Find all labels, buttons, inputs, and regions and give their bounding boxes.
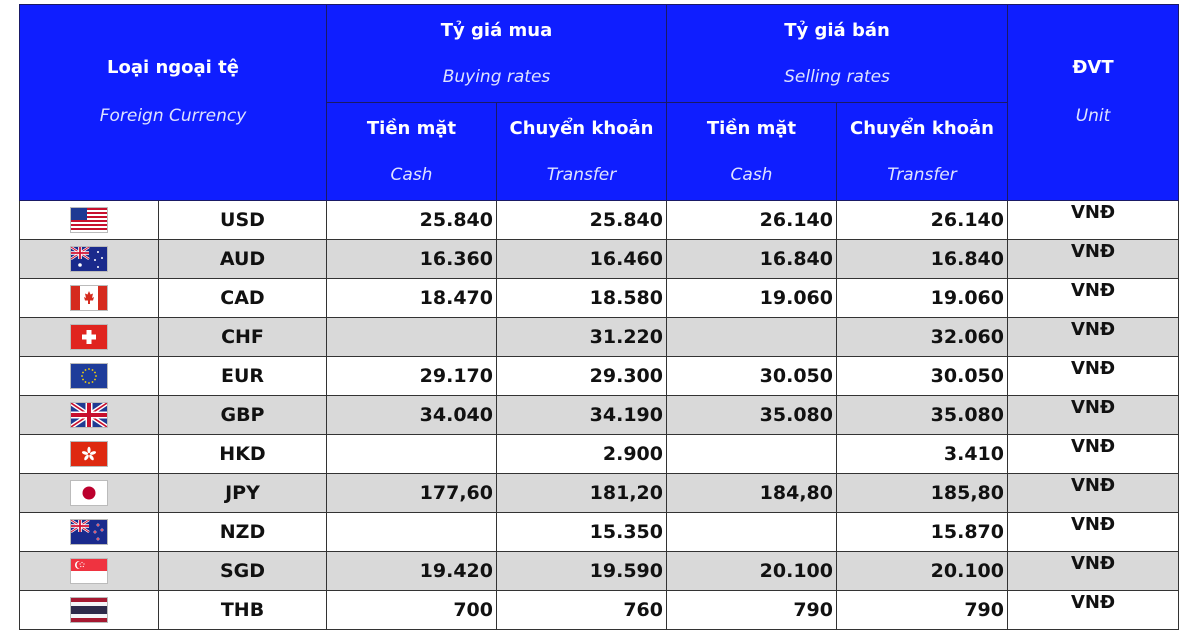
buy-cash-header-en: Cash — [390, 164, 433, 185]
sell-transfer-value: 20.100 — [837, 552, 1008, 591]
hk-flag-icon — [71, 442, 107, 466]
unit-value: VNĐ — [1008, 279, 1179, 318]
currency-header-vi: Loại ngoại tệ — [107, 56, 239, 78]
buy-transfer-header-vi: Chuyển khoản — [509, 117, 654, 139]
jp-flag-icon — [71, 481, 107, 505]
buying-header-en: Buying rates — [442, 66, 551, 87]
flag-cell — [20, 474, 159, 513]
table-row — [20, 201, 1179, 240]
sg-flag-icon — [71, 559, 107, 583]
buy-cash-value: 18.470 — [327, 279, 497, 318]
table-row — [20, 474, 1179, 513]
sell-transfer-header — [837, 103, 1008, 201]
gb-flag-icon — [71, 403, 107, 427]
buy-transfer-value: 25.840 — [497, 201, 667, 240]
buying-header-vi: Tỷ giá mua — [440, 19, 553, 41]
ch-flag-icon — [71, 325, 107, 349]
unit-value: VNĐ — [1008, 240, 1179, 279]
selling-rates-header — [667, 5, 1008, 103]
unit-value: VNĐ — [1008, 591, 1179, 630]
buy-transfer-value: 15.350 — [497, 513, 667, 552]
unit-value: VNĐ — [1008, 435, 1179, 474]
table-row — [20, 552, 1179, 591]
nz-flag-icon — [71, 520, 107, 544]
selling-header-en: Selling rates — [784, 66, 890, 87]
buying-rates-header — [327, 5, 667, 103]
currency-code: AUD — [159, 240, 327, 279]
flag-cell — [20, 552, 159, 591]
currency-code: USD — [159, 201, 327, 240]
sell-transfer-value: 15.870 — [837, 513, 1008, 552]
flag-cell — [20, 357, 159, 396]
au-flag-icon — [71, 247, 107, 271]
buy-cash-value: 700 — [327, 591, 497, 630]
sell-cash-value: 35.080 — [667, 396, 837, 435]
flag-cell — [20, 318, 159, 357]
unit-value: VNĐ — [1008, 201, 1179, 240]
unit-header-vi: ĐVT — [1072, 56, 1114, 78]
buy-transfer-value: 19.590 — [497, 552, 667, 591]
currency-code: HKD — [159, 435, 327, 474]
sell-cash-value: 790 — [667, 591, 837, 630]
flag-cell — [20, 279, 159, 318]
currency-code: THB — [159, 591, 327, 630]
sell-transfer-header-vi: Chuyển khoản — [850, 117, 994, 139]
buy-cash-value — [327, 513, 497, 552]
buy-transfer-value: 31.220 — [497, 318, 667, 357]
buy-transfer-header-en: Transfer — [546, 164, 617, 185]
buy-cash-value: 29.170 — [327, 357, 497, 396]
table-row — [20, 279, 1179, 318]
sell-cash-header-vi: Tiền mặt — [706, 117, 797, 139]
sell-cash-value: 20.100 — [667, 552, 837, 591]
buy-cash-value: 19.420 — [327, 552, 497, 591]
sell-transfer-value: 30.050 — [837, 357, 1008, 396]
buy-cash-value — [327, 435, 497, 474]
buy-transfer-value: 181,20 — [497, 474, 667, 513]
unit-value: VNĐ — [1008, 318, 1179, 357]
currency-code: NZD — [159, 513, 327, 552]
exchange-rate-sheet — [19, 4, 1178, 630]
table-row — [20, 591, 1179, 630]
currency-code: CAD — [159, 279, 327, 318]
table-row — [20, 435, 1179, 474]
sell-cash-header-en: Cash — [730, 164, 773, 185]
currency-header — [20, 5, 327, 201]
buy-transfer-value: 760 — [497, 591, 667, 630]
currency-header-en: Foreign Currency — [99, 105, 247, 126]
table-row — [20, 396, 1179, 435]
unit-value: VNĐ — [1008, 396, 1179, 435]
us-flag-icon — [71, 208, 107, 232]
sell-cash-value: 16.840 — [667, 240, 837, 279]
sell-cash-value — [667, 318, 837, 357]
selling-header-vi: Tỷ giá bán — [784, 19, 890, 41]
flag-cell — [20, 396, 159, 435]
buy-cash-header — [327, 103, 497, 201]
th-flag-icon — [71, 598, 107, 622]
buy-cash-value: 16.360 — [327, 240, 497, 279]
unit-value: VNĐ — [1008, 552, 1179, 591]
table-row — [20, 318, 1179, 357]
sell-transfer-value: 35.080 — [837, 396, 1008, 435]
buy-transfer-value: 34.190 — [497, 396, 667, 435]
sell-cash-value — [667, 435, 837, 474]
sell-transfer-value: 16.840 — [837, 240, 1008, 279]
currency-code: SGD — [159, 552, 327, 591]
unit-header — [1008, 5, 1179, 201]
table-row — [20, 240, 1179, 279]
buy-cash-value: 34.040 — [327, 396, 497, 435]
buy-transfer-value: 29.300 — [497, 357, 667, 396]
rate-rows — [20, 201, 1179, 630]
eu-flag-icon — [71, 364, 107, 388]
sell-transfer-header-en: Transfer — [887, 164, 957, 185]
flag-cell — [20, 591, 159, 630]
sell-transfer-value: 185,80 — [837, 474, 1008, 513]
sell-cash-value: 30.050 — [667, 357, 837, 396]
sell-transfer-value: 19.060 — [837, 279, 1008, 318]
sell-cash-value: 19.060 — [667, 279, 837, 318]
flag-cell — [20, 435, 159, 474]
currency-code: JPY — [159, 474, 327, 513]
exchange-rate-table — [19, 4, 1179, 630]
unit-value: VNĐ — [1008, 513, 1179, 552]
buy-transfer-value: 16.460 — [497, 240, 667, 279]
table-row — [20, 357, 1179, 396]
buy-cash-value: 177,60 — [327, 474, 497, 513]
ca-flag-icon — [71, 286, 107, 310]
buy-transfer-header — [497, 103, 667, 201]
unit-header-en: Unit — [1075, 105, 1111, 126]
buy-transfer-value: 18.580 — [497, 279, 667, 318]
sell-transfer-value: 3.410 — [837, 435, 1008, 474]
unit-value: VNĐ — [1008, 474, 1179, 513]
buy-cash-header-vi: Tiền mặt — [366, 117, 457, 139]
sell-cash-value: 26.140 — [667, 201, 837, 240]
sell-transfer-value: 32.060 — [837, 318, 1008, 357]
buy-cash-value: 25.840 — [327, 201, 497, 240]
sell-transfer-value: 26.140 — [837, 201, 1008, 240]
currency-code: CHF — [159, 318, 327, 357]
currency-code: GBP — [159, 396, 327, 435]
unit-value: VNĐ — [1008, 357, 1179, 396]
buy-transfer-value: 2.900 — [497, 435, 667, 474]
flag-cell — [20, 513, 159, 552]
flag-cell — [20, 201, 159, 240]
flag-cell — [20, 240, 159, 279]
buy-cash-value — [327, 318, 497, 357]
table-row — [20, 513, 1179, 552]
sell-transfer-value: 790 — [837, 591, 1008, 630]
currency-code: EUR — [159, 357, 327, 396]
sell-cash-value — [667, 513, 837, 552]
sell-cash-value: 184,80 — [667, 474, 837, 513]
sell-cash-header — [667, 103, 837, 201]
